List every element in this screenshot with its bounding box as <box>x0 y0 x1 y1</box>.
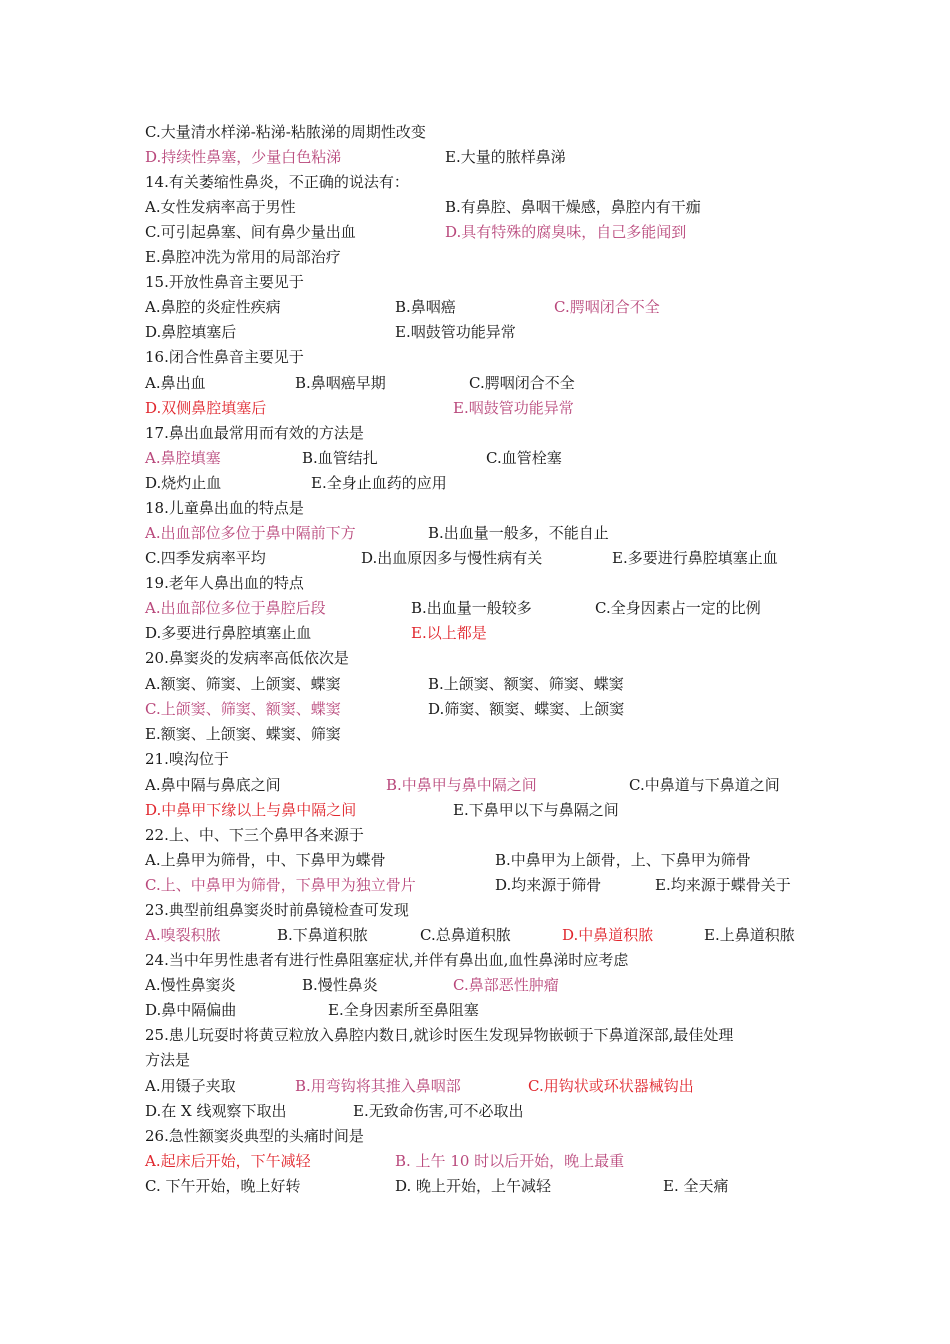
option-text: C. 下午开始，晚上好转 <box>145 1177 301 1195</box>
option-text: D.均来源于筛骨 <box>495 876 602 894</box>
option-text: B.中鼻甲与鼻中隔之间 <box>386 776 537 794</box>
question-text: 26.急性额窦炎典型的头痛时间是 <box>145 1127 364 1145</box>
option-text: C.血管栓塞 <box>486 449 562 467</box>
option-text: B.鼻咽癌早期 <box>295 374 386 392</box>
option-text: C.上、中鼻甲为筛骨，下鼻甲为独立骨片 <box>145 876 416 894</box>
question-text: C.大量清水样涕-粘涕-粘脓涕的周期性改变 <box>145 123 426 141</box>
option-text: E.全身因素所至鼻阻塞 <box>328 1001 479 1019</box>
option-text: C.腭咽闭合不全 <box>469 374 575 392</box>
option-text: D.双侧鼻腔填塞后 <box>145 399 267 417</box>
option-text: B.中鼻甲为上颌骨，上、下鼻甲为筛骨 <box>495 851 751 869</box>
question-text: 17.鼻出血最常用而有效的方法是 <box>145 424 364 442</box>
option-text: E.咽鼓管功能异常 <box>395 323 516 341</box>
option-text: C.四季发病率平均 <box>145 549 266 567</box>
option-text: A.额窦、筛窦、上颌窦、蝶窦 <box>145 675 341 693</box>
option-text: D.鼻腔填塞后 <box>145 323 237 341</box>
question-text: 25.患儿玩耍时将黄豆粒放入鼻腔内数日,就诊时医生发现异物嵌顿于下鼻道深部,最佳处理 <box>145 1026 734 1044</box>
option-text: D.具有特殊的腐臭味，自己多能闻到 <box>445 223 687 241</box>
option-text: D.持续性鼻塞，少量白色粘涕 <box>145 148 342 166</box>
option-text: D.多要进行鼻腔填塞止血 <box>145 624 312 642</box>
option-text: D.筛窦、额窦、蝶窦、上颌窦 <box>428 700 625 718</box>
option-text: A.上鼻甲为筛骨，中、下鼻甲为蝶骨 <box>145 851 386 869</box>
question-text: 方法是 <box>145 1051 191 1069</box>
option-text: C.总鼻道积脓 <box>420 926 511 944</box>
option-text: D.中鼻甲下缘以上与鼻中隔之间 <box>145 801 357 819</box>
question-text: E.额窦、上颌窦、蝶窦、筛窦 <box>145 725 341 743</box>
option-text: A.鼻出血 <box>145 374 206 392</box>
option-text: C.上颌窦、筛窦、额窦、蝶窦 <box>145 700 341 718</box>
option-text: E.无致命伤害,可不必取出 <box>353 1102 524 1120</box>
option-text: B.血管结扎 <box>302 449 378 467</box>
question-text: 20.鼻窦炎的发病率高低依次是 <box>145 649 349 667</box>
option-text: A.嗅裂积脓 <box>145 926 221 944</box>
option-text: E.以上都是 <box>411 624 487 642</box>
question-text: 15.开放性鼻音主要见于 <box>145 273 304 291</box>
option-text: D. 晚上开始，上午减轻 <box>395 1177 552 1195</box>
question-text: 19.老年人鼻出血的特点 <box>145 574 304 592</box>
option-text: C.全身因素占一定的比例 <box>595 599 761 617</box>
option-text: A.慢性鼻窦炎 <box>145 976 236 994</box>
option-text: B.用弯钩将其推入鼻咽部 <box>295 1077 461 1095</box>
option-text: B.上颌窦、额窦、筛窦、蝶窦 <box>428 675 624 693</box>
question-text: 14.有关萎缩性鼻炎，不正确的说法有： <box>145 173 409 191</box>
option-text: E.上鼻道积脓 <box>704 926 795 944</box>
option-text: C.鼻部恶性肿瘤 <box>453 976 559 994</box>
option-text: A.鼻中隔与鼻底之间 <box>145 776 281 794</box>
option-text: D.烧灼止血 <box>145 474 222 492</box>
question-text: 24.当中年男性患者有进行性鼻阻塞症状,并伴有鼻出血,血性鼻涕时应考虑 <box>145 951 629 969</box>
option-text: A.鼻腔的炎症性疾病 <box>145 298 281 316</box>
option-text: E.均来源于蝶骨关于 <box>655 876 791 894</box>
question-text: 16.闭合性鼻音主要见于 <box>145 348 304 366</box>
question-text: 22.上、中、下三个鼻甲各来源于 <box>145 826 364 844</box>
option-text: E. 全天痛 <box>663 1177 729 1195</box>
option-text: B.出血量一般多，不能自止 <box>428 524 609 542</box>
option-text: C.腭咽闭合不全 <box>554 298 660 316</box>
option-text: E.全身止血药的应用 <box>311 474 447 492</box>
option-text: C.可引起鼻塞、间有鼻少量出血 <box>145 223 356 241</box>
option-text: E.咽鼓管功能异常 <box>453 399 574 417</box>
option-text: A.起床后开始，下午减轻 <box>145 1152 311 1170</box>
option-text: A.鼻腔填塞 <box>145 449 221 467</box>
option-text: E.大量的脓样鼻涕 <box>445 148 566 166</box>
option-text: A.出血部位多位于鼻腔后段 <box>145 599 326 617</box>
question-text: 21.嗅沟位于 <box>145 750 229 768</box>
option-text: D.在 X 线观察下取出 <box>145 1102 287 1120</box>
option-text: C.中鼻道与下鼻道之间 <box>629 776 780 794</box>
option-text: E.下鼻甲以下与鼻隔之间 <box>453 801 619 819</box>
option-text: B.出血量一般较多 <box>411 599 532 617</box>
question-text: E.鼻腔冲洗为常用的局部治疗 <box>145 248 341 266</box>
option-text: E.多要进行鼻腔填塞止血 <box>612 549 778 567</box>
option-text: B.有鼻腔、鼻咽干燥感，鼻腔内有干痂 <box>445 198 701 216</box>
option-text: D.鼻中隔偏曲 <box>145 1001 237 1019</box>
question-text: 18.儿童鼻出血的特点是 <box>145 499 304 517</box>
option-text: B.慢性鼻炎 <box>302 976 378 994</box>
option-text: B. 上午 10 时以后开始，晚上最重 <box>395 1152 625 1170</box>
option-text: A.出血部位多位于鼻中隔前下方 <box>145 524 356 542</box>
option-text: D.出血原因多与慢性病有关 <box>361 549 543 567</box>
option-text: D.中鼻道积脓 <box>562 926 654 944</box>
option-text: B.下鼻道积脓 <box>277 926 368 944</box>
option-text: A.用镊子夹取 <box>145 1077 236 1095</box>
option-text: C.用钩状或环状器械钩出 <box>528 1077 694 1095</box>
option-text: B.鼻咽癌 <box>395 298 456 316</box>
option-text: A.女性发病率高于男性 <box>145 198 296 216</box>
question-text: 23.典型前组鼻窦炎时前鼻镜检查可发现 <box>145 901 409 919</box>
